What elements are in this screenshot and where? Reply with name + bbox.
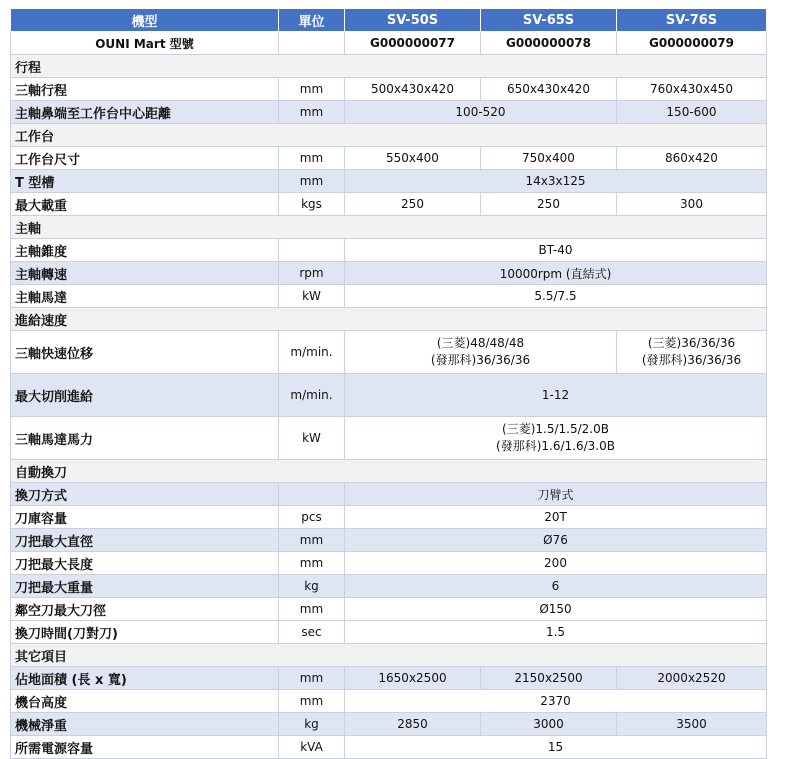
row-value-all: 1.5 — [345, 621, 767, 644]
row-value-all: 1-12 — [345, 374, 767, 417]
row-name: 刀把最大重量 — [11, 575, 279, 598]
row-name: 主軸轉速 — [11, 262, 279, 285]
section-row — [11, 216, 767, 239]
model-code-1: G000000077 — [345, 32, 481, 55]
table-row — [11, 170, 767, 193]
row-value-all — [345, 417, 767, 460]
row-unit: kVA — [279, 736, 345, 759]
row-name: 刀把最大長度 — [11, 552, 279, 575]
row-value-3: 760x430x450 — [617, 78, 767, 101]
row-value-all: 刀臂式 — [345, 483, 767, 506]
table-row — [11, 506, 767, 529]
header-model-3: SV-76S — [617, 9, 767, 32]
row-name: 最大載重 — [11, 193, 279, 216]
section-row — [11, 55, 767, 78]
row-unit: mm — [279, 170, 345, 193]
table-row — [11, 667, 767, 690]
table-row — [11, 713, 767, 736]
row-unit: kgs — [279, 193, 345, 216]
row-unit: mm — [279, 598, 345, 621]
table-row — [11, 736, 767, 759]
table-row — [11, 598, 767, 621]
header-unit: 單位 — [279, 9, 345, 32]
spec-table — [10, 8, 767, 759]
table-row — [11, 147, 767, 170]
model-code-row — [11, 32, 767, 55]
row-value-all: 5.5/7.5 — [345, 285, 767, 308]
table-row — [11, 193, 767, 216]
table-row — [11, 417, 767, 460]
row-name: 刀庫容量 — [11, 506, 279, 529]
row-name: 三軸快速位移 — [11, 331, 279, 374]
row-name: 工作台尺寸 — [11, 147, 279, 170]
row-unit: m/min. — [279, 331, 345, 374]
value-line-2: (發那科)36/36/36 — [430, 353, 531, 367]
brand-label: OUNI Mart 型號 — [11, 32, 279, 55]
row-value-3: 150-600 — [617, 101, 767, 124]
row-name: 鄰空刀最大刀徑 — [11, 598, 279, 621]
row-name: 主軸馬達 — [11, 285, 279, 308]
section-other: 其它項目 — [11, 644, 767, 667]
row-unit: sec — [279, 621, 345, 644]
section-row — [11, 124, 767, 147]
row-value-all: 2370 — [345, 690, 767, 713]
value-line-1: (三菱)36/36/36 — [647, 336, 736, 350]
row-unit: kW — [279, 417, 345, 460]
row-value-1: 1650x2500 — [345, 667, 481, 690]
table-row — [11, 483, 767, 506]
table-row — [11, 575, 767, 598]
table-row — [11, 331, 767, 374]
row-name: 機台高度 — [11, 690, 279, 713]
row-unit: mm — [279, 529, 345, 552]
header-model-2: SV-65S — [481, 9, 617, 32]
section-feed: 進給速度 — [11, 308, 767, 331]
value-line-1: (三菱)48/48/48 — [436, 336, 525, 350]
table-row — [11, 101, 767, 124]
row-value-all: 14x3x125 — [345, 170, 767, 193]
row-value-2: 650x430x420 — [481, 78, 617, 101]
header-row — [11, 9, 767, 32]
table-row — [11, 374, 767, 417]
row-unit: mm — [279, 101, 345, 124]
value-line-2: (發那科)1.6/1.6/3.0B — [496, 439, 615, 453]
row-unit: mm — [279, 147, 345, 170]
row-value-3 — [617, 331, 767, 374]
row-unit: m/min. — [279, 374, 345, 417]
row-value-all: 10000rpm (直結式) — [345, 262, 767, 285]
spec-table-container — [10, 8, 766, 759]
row-name: 三軸馬達馬力 — [11, 417, 279, 460]
row-unit: mm — [279, 690, 345, 713]
row-value-1: 2850 — [345, 713, 481, 736]
row-name: 主軸鼻端至工作台中心距離 — [11, 101, 279, 124]
row-unit: kg — [279, 713, 345, 736]
row-unit — [279, 239, 345, 262]
row-unit: kg — [279, 575, 345, 598]
row-unit: mm — [279, 667, 345, 690]
model-code-3: G000000079 — [617, 32, 767, 55]
row-name: 所需電源容量 — [11, 736, 279, 759]
row-name: 佔地面積 (長 x 寬) — [11, 667, 279, 690]
row-unit: kW — [279, 285, 345, 308]
row-unit: rpm — [279, 262, 345, 285]
row-name: T 型槽 — [11, 170, 279, 193]
section-atc: 自動換刀 — [11, 460, 767, 483]
row-value-2: 250 — [481, 193, 617, 216]
row-name: 換刀方式 — [11, 483, 279, 506]
row-value-3: 2000x2520 — [617, 667, 767, 690]
brand-unit-empty — [279, 32, 345, 55]
row-unit: mm — [279, 552, 345, 575]
row-value-all: Ø150 — [345, 598, 767, 621]
table-row — [11, 621, 767, 644]
row-name: 機械淨重 — [11, 713, 279, 736]
header-model-1: SV-50S — [345, 9, 481, 32]
model-code-2: G000000078 — [481, 32, 617, 55]
row-name: 刀把最大直徑 — [11, 529, 279, 552]
row-value-2: 750x400 — [481, 147, 617, 170]
header-model: 機型 — [11, 9, 279, 32]
row-value-12: 100-520 — [345, 101, 617, 124]
row-value-all: Ø76 — [345, 529, 767, 552]
value-line-1: (三菱)1.5/1.5/2.0B — [502, 422, 609, 436]
row-value-3: 3500 — [617, 713, 767, 736]
value-line-2: (發那科)36/36/36 — [641, 353, 742, 367]
table-row — [11, 285, 767, 308]
row-value-2: 3000 — [481, 713, 617, 736]
row-value-all: 6 — [345, 575, 767, 598]
row-value-1: 250 — [345, 193, 481, 216]
row-unit — [279, 483, 345, 506]
row-value-all: 200 — [345, 552, 767, 575]
table-row — [11, 239, 767, 262]
section-travel: 行程 — [11, 55, 767, 78]
row-name: 換刀時間(刀對刀) — [11, 621, 279, 644]
row-value-12 — [345, 331, 617, 374]
section-row — [11, 644, 767, 667]
section-row — [11, 460, 767, 483]
row-name: 最大切削進給 — [11, 374, 279, 417]
row-value-2: 2150x2500 — [481, 667, 617, 690]
row-value-all: 20T — [345, 506, 767, 529]
row-name: 主軸錐度 — [11, 239, 279, 262]
section-table: 工作台 — [11, 124, 767, 147]
section-spindle: 主軸 — [11, 216, 767, 239]
row-name: 三軸行程 — [11, 78, 279, 101]
table-row — [11, 262, 767, 285]
row-value-3: 300 — [617, 193, 767, 216]
table-row — [11, 78, 767, 101]
table-row — [11, 529, 767, 552]
row-value-all: 15 — [345, 736, 767, 759]
row-value-1: 550x400 — [345, 147, 481, 170]
row-unit: pcs — [279, 506, 345, 529]
section-row — [11, 308, 767, 331]
row-value-1: 500x430x420 — [345, 78, 481, 101]
row-value-3: 860x420 — [617, 147, 767, 170]
row-value-all: BT-40 — [345, 239, 767, 262]
table-row — [11, 690, 767, 713]
row-unit: mm — [279, 78, 345, 101]
table-row — [11, 552, 767, 575]
